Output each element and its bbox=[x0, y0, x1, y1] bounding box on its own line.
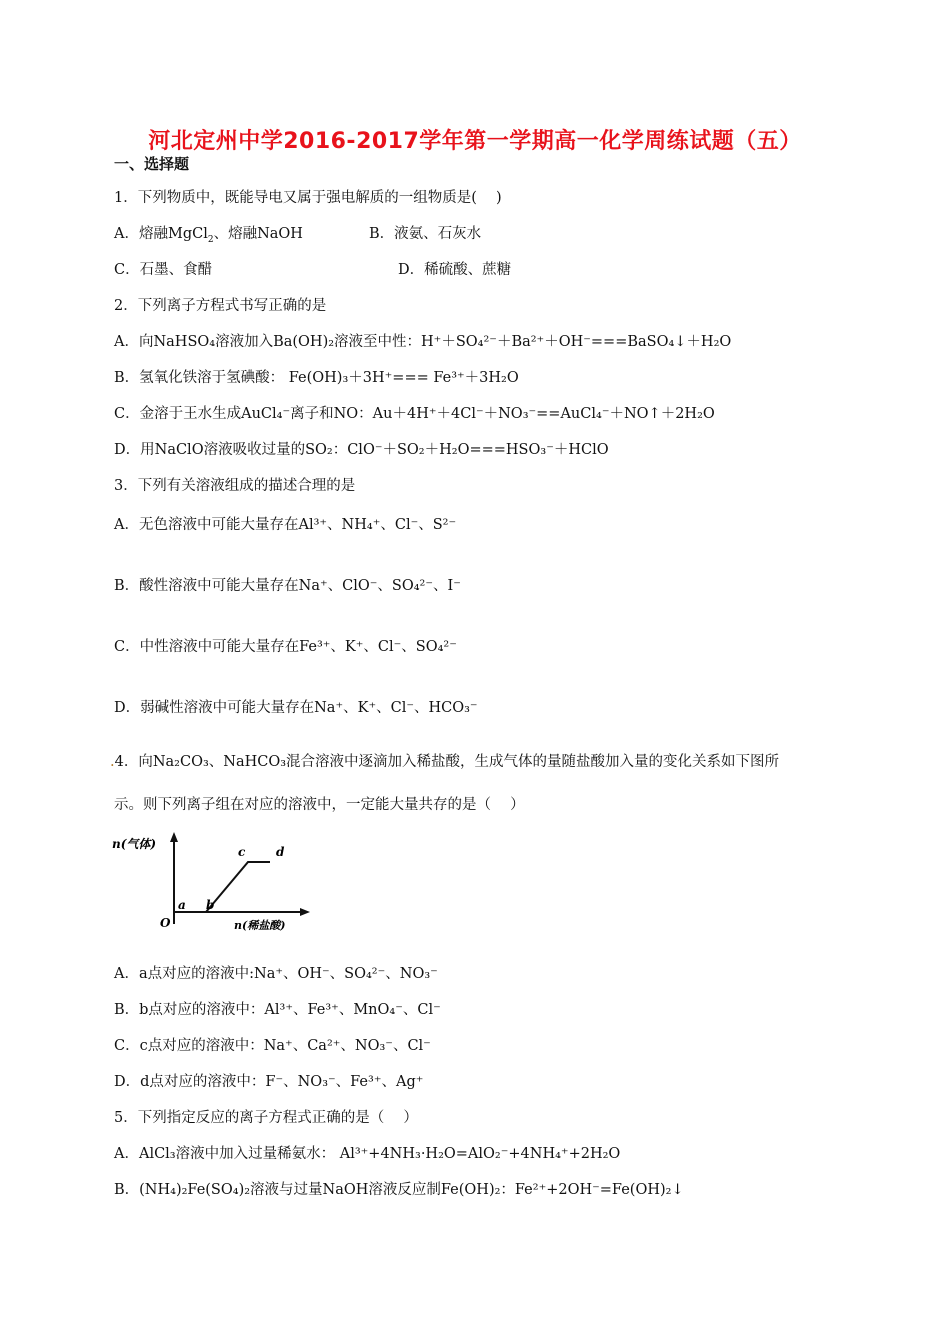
q1-options-row-2 bbox=[114, 260, 512, 280]
chart-xlabel: n(稀盐酸) bbox=[234, 919, 286, 932]
q4-stem-line-1: .4．向Na₂CO₃、NaHCO₃混合溶液中逐滴加入稀盐酸，生成气体的量随盐酸加入量的变化关系如下图所 bbox=[110, 754, 780, 770]
q2-option-b: B．氢氧化铁溶于氢碘酸： Fe(OH)₃＋3H⁺=== Fe³⁺＋3H₂O bbox=[114, 370, 519, 386]
q5-option-b: B．(NH₄)₂Fe(SO₄)₂溶液与过量NaOH溶液反应制Fe(OH)₂：Fe²⁺+2OH⁻=Fe(OH)₂↓ bbox=[114, 1182, 684, 1198]
q2-option-a: A．向NaHSO₄溶液加入Ba(OH)₂溶液至中性：H⁺＋SO₄²⁻＋Ba²⁺＋OH⁻===BaSO₄↓＋H₂O bbox=[114, 334, 732, 350]
q5-option-a: A．AlCl₃溶液中加入过量稀氨水： Al³⁺+4NH₃·H₂O=AlO₂⁻+4NH₄⁺+2H₂O bbox=[114, 1146, 621, 1162]
chart-ylabel: n(气体) bbox=[112, 837, 157, 851]
chart-x-arrow bbox=[300, 908, 310, 916]
q1-stem: 1．下列物质中，既能导电又属于强电解质的一组物质是( ) bbox=[114, 190, 502, 206]
q1-option-a: A．熔融MgCl$_2$、熔融NaOH bbox=[114, 226, 303, 245]
q1-options-row-1 bbox=[114, 224, 482, 245]
q5-stem: 5．下列指定反应的离子方程式正确的是（ ） bbox=[114, 1110, 418, 1126]
q1-option-b: B．液氨、石灰水 bbox=[369, 226, 482, 242]
q2-stem: 2．下列离子方程式书写正确的是 bbox=[114, 298, 327, 314]
page-title: 河北定州中学2016-2017学年第一学期高一化学周练试题（五） bbox=[148, 129, 802, 154]
q1-option-d: D．稀硫酸、蔗糖 bbox=[398, 262, 512, 278]
chart-point-label-c: c bbox=[238, 845, 246, 859]
chart-series-line bbox=[180, 862, 270, 912]
q4-stem-line-2: 示。则下列离子组在对应的溶液中，一定能大量共存的是（ ） bbox=[114, 797, 525, 813]
q3-option-d: D．弱碱性溶液中可能大量存在Na⁺、K⁺、Cl⁻、HCO₃⁻ bbox=[114, 700, 478, 716]
q4-option-b: B．b点对应的溶液中：Al³⁺、Fe³⁺、MnO₄⁻、Cl⁻ bbox=[114, 1002, 441, 1018]
q3-option-c: C．中性溶液中可能大量存在Fe³⁺、K⁺、Cl⁻、SO₄²⁻ bbox=[114, 639, 457, 655]
q3-option-b: B．酸性溶液中可能大量存在Na⁺、ClO⁻、SO₄²⁻、I⁻ bbox=[114, 578, 461, 594]
q3-option-a: A．无色溶液中可能大量存在Al³⁺、NH₄⁺、Cl⁻、S²⁻ bbox=[114, 517, 457, 533]
section-heading: 一、选择题 bbox=[114, 155, 190, 173]
q1-option-c: C．石墨、食醋 bbox=[114, 262, 213, 278]
q2-option-c: C．金溶于王水生成AuCl₄⁻离子和NO：Au＋4H⁺＋4Cl⁻＋NO₃⁻==AuCl₄⁻＋NO↑＋2H₂O bbox=[114, 406, 715, 422]
chart-point-label-a: a bbox=[178, 898, 186, 912]
q4-chart bbox=[110, 828, 310, 938]
q4-option-d: D．d点对应的溶液中：F⁻、NO₃⁻、Fe³⁺、Ag⁺ bbox=[114, 1074, 424, 1090]
q4-margin-mark: . bbox=[110, 754, 115, 770]
q3-stem: 3．下列有关溶液组成的描述合理的是 bbox=[114, 478, 356, 494]
q4-option-a: A．a点对应的溶液中:Na⁺、OH⁻、SO₄²⁻、NO₃⁻ bbox=[114, 966, 438, 982]
chart-point-label-b: b bbox=[206, 898, 215, 912]
chart-y-arrow bbox=[170, 832, 178, 842]
chart-origin-label: O bbox=[160, 916, 171, 930]
q2-option-d: D．用NaClO溶液吸收过量的SO₂：ClO⁻＋SO₂＋H₂O===HSO₃⁻＋HClO bbox=[114, 442, 609, 458]
chart-point-label-d: d bbox=[276, 845, 285, 859]
q4-option-c: C．c点对应的溶液中：Na⁺、Ca²⁺、NO₃⁻、Cl⁻ bbox=[114, 1038, 431, 1054]
